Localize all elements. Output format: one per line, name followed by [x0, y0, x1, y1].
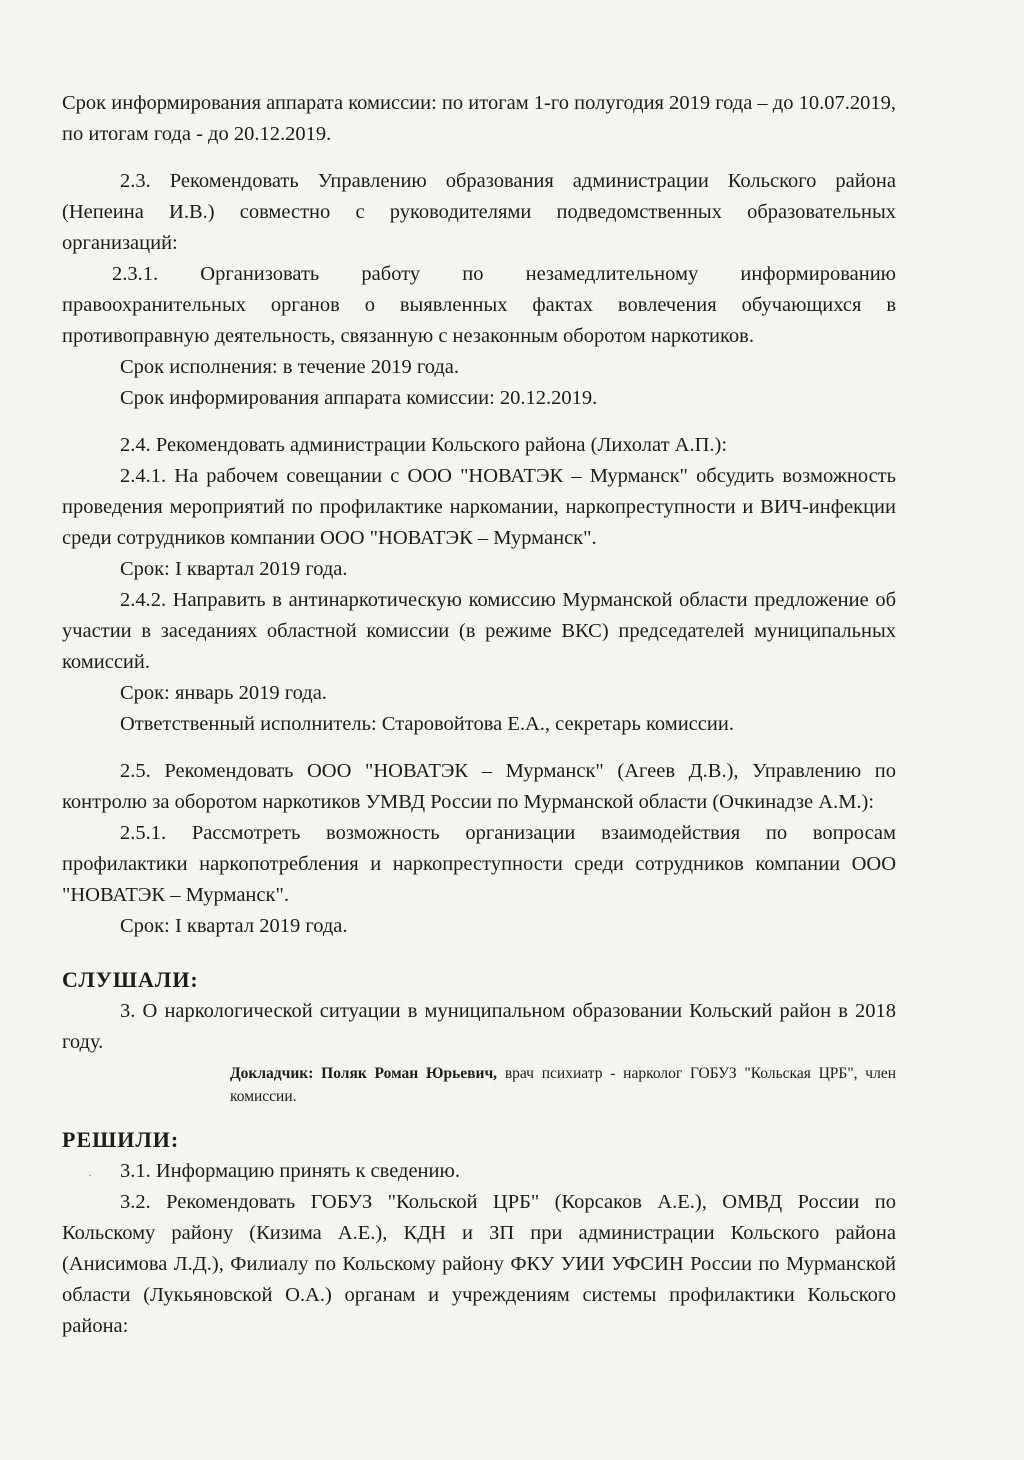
scan-mark: · — [88, 1168, 92, 1182]
paragraph: 2.3.1. Организовать работу по незамедлительному информированию правоохранительных органов о выявленных фактах вовлечения обучающихся в противоправную деятельность, связанную с незаконным оборотом наркотиков. — [62, 263, 896, 347]
paragraph-gap — [62, 942, 896, 964]
paragraph: 2.5. Рекомендовать ООО "НОВАТЭК – Мурманск" (Агеев Д.В.), Управлению по контролю за оборотом наркотиков УМВД России по Мурманской области (Очкинадзе А.М.): — [62, 760, 896, 813]
document-body — [62, 88, 896, 1342]
paragraph: Срок информирования аппарата комиссии: по итогам 1-го полугодия 2019 года – до 10.07.2019, по итогам года - до 20.12.2019. — [62, 92, 896, 145]
reporter-note — [230, 1062, 896, 1108]
paragraph: Срок: I квартал 2019 года. — [120, 915, 348, 937]
paragraph-gap — [62, 150, 896, 166]
paragraph: 2.3. Рекомендовать Управлению образования администрации Кольского района (Непеина И.В.) совместно с руководителями подведомственных образовательных организаций: — [62, 170, 896, 254]
paragraph: Срок исполнения: в течение 2019 года. — [120, 356, 460, 378]
paragraph: 2.4.2. Направить в антинаркотическую комиссию Мурманской области предложение об участии в заседаниях областной комиссии (в режиме ВКС) председателей муниципальных комиссий. — [62, 589, 896, 673]
paragraph: 3.1. Информацию принять к сведению. — [120, 1160, 460, 1182]
paragraph-gap — [62, 414, 896, 430]
paragraph: Срок информирования аппарата комиссии: 20.12.2019. — [120, 387, 598, 409]
paragraph: Ответственный исполнитель: Старовойтова Е.А., секретарь комиссии. — [120, 713, 734, 735]
reporter-name: Докладчик: Поляк Роман Юрьевич, — [230, 1065, 498, 1082]
paragraph: 3. О наркологической ситуации в муниципальном образовании Кольский район в 2018 году. — [62, 1000, 896, 1053]
section-heading: РЕШИЛИ: — [62, 1127, 180, 1152]
paragraph-gap — [62, 740, 896, 756]
section-heading: СЛУШАЛИ: — [62, 967, 199, 992]
reporter-role: врач психиатр - нарколог ГОБУЗ "Кольская ЦРБ", член комиссии. — [230, 1065, 896, 1105]
paragraph: 2.5.1. Рассмотреть возможность организации взаимодействия по вопросам профилактики наркопотребления и наркопреступности среди сотрудников компании ООО "НОВАТЭК – Мурманск". — [62, 822, 896, 906]
paragraph: 2.4.1. На рабочем совещании с ООО "НОВАТЭК – Мурманск" обсудить возможность проведения мероприятий по профилактике наркомании, наркопреступности и ВИЧ-инфекции среди сотрудников компании ООО "НОВАТЭК – Мурманск". — [62, 465, 896, 549]
paragraph: Срок: I квартал 2019 года. — [120, 558, 348, 580]
paragraph-gap — [62, 1108, 896, 1124]
paragraph: 2.4. Рекомендовать администрации Кольского района (Лихолат А.П.): — [120, 434, 728, 456]
paragraph: 3.2. Рекомендовать ГОБУЗ "Кольской ЦРБ" (Корсаков А.Е.), ОМВД России по Кольскому району (Кизима А.Е.), КДН и ЗП при администрации Кольского района (Анисимова Л.Д.), Филиалу по Кольскому району ФКУ УИИ УФСИН России по Мурманской области (Лукьяновской О.А.) органам и учреждениям системы профилактики Кольского района: — [62, 1191, 896, 1337]
paragraph: Срок: январь 2019 года. — [120, 682, 327, 704]
